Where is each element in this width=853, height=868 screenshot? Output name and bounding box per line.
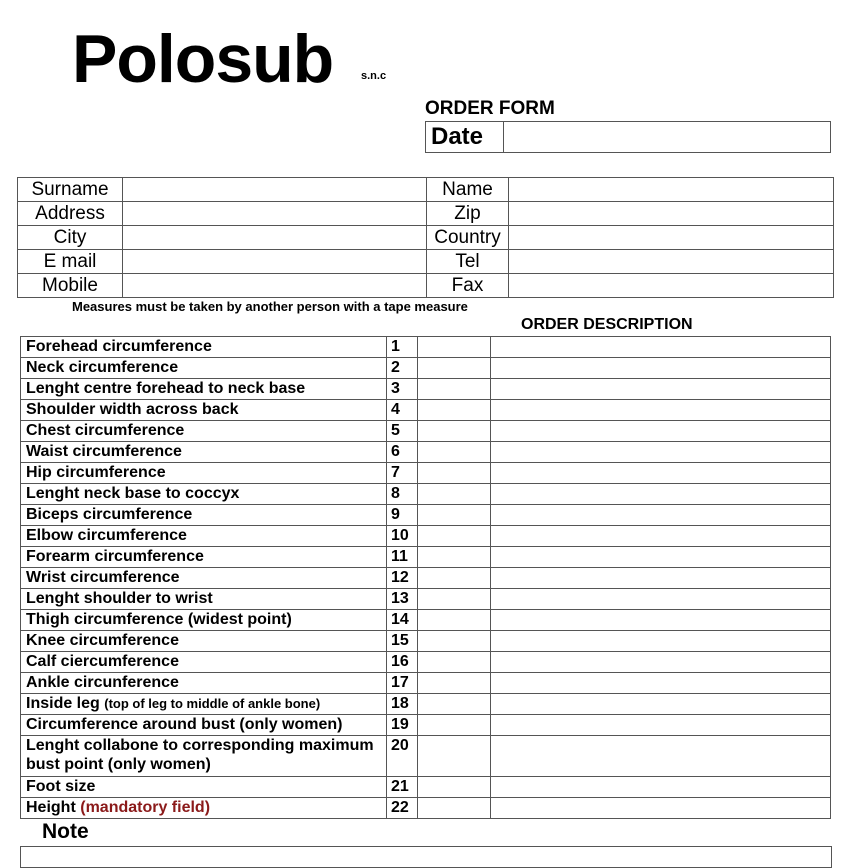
contact-table <box>17 177 834 298</box>
measure-value-field[interactable] <box>418 442 491 463</box>
measure-number: 18 <box>387 694 418 715</box>
measure-number: 20 <box>387 736 418 777</box>
order-description-field[interactable] <box>491 736 831 777</box>
measure-number: 9 <box>387 505 418 526</box>
surname-field[interactable] <box>123 178 427 202</box>
measure-number: 2 <box>387 358 418 379</box>
note-field[interactable] <box>20 846 832 868</box>
measure-label-text: Forehead circumference <box>26 338 212 355</box>
measure-number: 22 <box>387 798 418 819</box>
city-label: City <box>18 226 123 250</box>
measure-value-field[interactable] <box>418 568 491 589</box>
measure-label-text: Calf ciercumference <box>26 653 179 670</box>
measure-value-field[interactable] <box>418 673 491 694</box>
measure-row <box>21 337 831 358</box>
order-description-field[interactable] <box>491 484 831 505</box>
measure-number: 6 <box>387 442 418 463</box>
order-description-field[interactable] <box>491 442 831 463</box>
measure-value-field[interactable] <box>418 358 491 379</box>
measure-value-field[interactable] <box>418 421 491 442</box>
measure-label <box>21 610 387 631</box>
measure-label-text: Circumference around bust (only women) <box>26 716 343 733</box>
measure-label-text: Shoulder width across back <box>26 401 239 418</box>
order-description-field[interactable] <box>491 798 831 819</box>
measure-number: 5 <box>387 421 418 442</box>
measure-label-text: Lenght neck base to coccyx <box>26 485 240 502</box>
contact-row-mobile <box>18 274 834 298</box>
measure-number: 1 <box>387 337 418 358</box>
name-label: Name <box>427 178 509 202</box>
brand-logo: Polosub <box>72 21 334 97</box>
measure-label-text: Chest circumference <box>26 422 185 439</box>
measure-label <box>21 568 387 589</box>
measure-value-field[interactable] <box>418 400 491 421</box>
measure-number: 19 <box>387 715 418 736</box>
contact-row-city <box>18 226 834 250</box>
measure-label <box>21 484 387 505</box>
form-title: ORDER FORM <box>425 98 555 119</box>
order-description-field[interactable] <box>491 777 831 798</box>
measure-value-field[interactable] <box>418 694 491 715</box>
measure-value-field[interactable] <box>418 610 491 631</box>
order-description-field[interactable] <box>491 631 831 652</box>
measure-label-text: Lenght centre forehead to neck base <box>26 380 306 397</box>
measure-label-text: Biceps circumference <box>26 506 193 523</box>
order-description-field[interactable] <box>491 652 831 673</box>
contact-row-email <box>18 250 834 274</box>
measure-row <box>21 589 831 610</box>
measure-row <box>21 442 831 463</box>
measure-label-text: Neck circumference <box>26 359 179 376</box>
measure-label <box>21 715 387 736</box>
measure-number: 12 <box>387 568 418 589</box>
note-title: Note <box>42 820 89 843</box>
measure-number: 4 <box>387 400 418 421</box>
measure-row <box>21 400 831 421</box>
measure-label <box>21 673 387 694</box>
country-field[interactable] <box>509 226 834 250</box>
measure-label <box>21 777 387 798</box>
email-label: E mail <box>18 250 123 274</box>
measure-row <box>21 631 831 652</box>
measure-label-text: Waist circumference <box>26 443 182 460</box>
name-field[interactable] <box>509 178 834 202</box>
measure-label <box>21 400 387 421</box>
measure-label <box>21 694 387 715</box>
measure-value-field[interactable] <box>418 736 491 777</box>
measure-value-field[interactable] <box>418 484 491 505</box>
measure-value-field[interactable] <box>418 715 491 736</box>
order-description-field[interactable] <box>491 610 831 631</box>
measure-row <box>21 798 831 819</box>
measure-row <box>21 673 831 694</box>
measure-label <box>21 337 387 358</box>
measure-number: 7 <box>387 463 418 484</box>
measure-value-field[interactable] <box>418 379 491 400</box>
date-table <box>425 121 831 153</box>
measure-label <box>21 589 387 610</box>
address-label: Address <box>18 202 123 226</box>
measure-row <box>21 715 831 736</box>
order-description-field[interactable] <box>491 379 831 400</box>
measure-label-text: Lenght collabone to corresponding maximum bust point (only women) <box>26 737 374 773</box>
measure-label-text: Ankle circunference <box>26 674 179 691</box>
measure-value-field[interactable] <box>418 798 491 819</box>
measure-instructions: Measures must be taken by another person with a tape measure <box>72 299 468 314</box>
measure-value-field[interactable] <box>418 505 491 526</box>
measure-label <box>21 526 387 547</box>
measure-label <box>21 379 387 400</box>
order-description-field[interactable] <box>491 547 831 568</box>
measure-value-field[interactable] <box>418 777 491 798</box>
measure-label-text: Foot size <box>26 778 96 795</box>
order-description-field[interactable] <box>491 526 831 547</box>
measure-value-field[interactable] <box>418 589 491 610</box>
measure-number: 8 <box>387 484 418 505</box>
measure-label-text: Height <box>26 799 76 816</box>
measure-row <box>21 463 831 484</box>
measure-label <box>21 358 387 379</box>
measure-label <box>21 736 387 777</box>
measure-value-field[interactable] <box>418 337 491 358</box>
date-field[interactable] <box>504 122 831 153</box>
measure-label <box>21 463 387 484</box>
measure-label-text: Knee circumference <box>26 632 179 649</box>
measure-label <box>21 798 387 819</box>
measure-value-field[interactable] <box>418 526 491 547</box>
fax-label: Fax <box>427 274 509 298</box>
measure-label <box>21 652 387 673</box>
measure-label-text: Elbow circumference <box>26 527 187 544</box>
fax-field[interactable] <box>509 274 834 298</box>
measure-label-text: Thigh circumference (widest point) <box>26 611 292 628</box>
zip-label: Zip <box>427 202 509 226</box>
date-label: Date <box>426 122 504 153</box>
mobile-field[interactable] <box>123 274 427 298</box>
measure-number: 10 <box>387 526 418 547</box>
mobile-label: Mobile <box>18 274 123 298</box>
measurements-table <box>20 336 831 819</box>
order-description-field[interactable] <box>491 421 831 442</box>
order-description-field[interactable] <box>491 568 831 589</box>
measure-number: 16 <box>387 652 418 673</box>
measure-value-field[interactable] <box>418 652 491 673</box>
order-description-title: ORDER DESCRIPTION <box>521 316 693 333</box>
measure-number: 21 <box>387 777 418 798</box>
measure-value-field[interactable] <box>418 631 491 652</box>
order-description-field[interactable] <box>491 358 831 379</box>
measure-number: 17 <box>387 673 418 694</box>
measure-row <box>21 652 831 673</box>
measure-label-text: Hip circumference <box>26 464 166 481</box>
measure-number: 13 <box>387 589 418 610</box>
measure-label-text: Forearm circumference <box>26 548 204 565</box>
contact-row-address <box>18 202 834 226</box>
measure-row <box>21 421 831 442</box>
address-field[interactable] <box>123 202 427 226</box>
order-description-field[interactable] <box>491 505 831 526</box>
country-label: Country <box>427 226 509 250</box>
measure-label <box>21 421 387 442</box>
measure-row <box>21 736 831 777</box>
measure-row <box>21 484 831 505</box>
measure-row <box>21 379 831 400</box>
measure-number: 15 <box>387 631 418 652</box>
order-description-field[interactable] <box>491 463 831 484</box>
measure-row <box>21 526 831 547</box>
tel-label: Tel <box>427 250 509 274</box>
measure-value-field[interactable] <box>418 463 491 484</box>
mandatory-note: (mandatory field) <box>80 799 211 816</box>
measure-label <box>21 547 387 568</box>
order-description-field[interactable] <box>491 337 831 358</box>
measure-row <box>21 777 831 798</box>
measure-label <box>21 631 387 652</box>
measure-number: 11 <box>387 547 418 568</box>
measure-label <box>21 505 387 526</box>
order-description-field[interactable] <box>491 400 831 421</box>
measure-number: 3 <box>387 379 418 400</box>
measure-label-text: Inside leg <box>26 695 100 712</box>
order-description-field[interactable] <box>491 694 831 715</box>
tel-field[interactable] <box>509 250 834 274</box>
order-description-field[interactable] <box>491 589 831 610</box>
measure-label-text: Wrist circumference <box>26 569 180 586</box>
city-field[interactable] <box>123 226 427 250</box>
measure-row <box>21 610 831 631</box>
measure-row <box>21 505 831 526</box>
measure-row <box>21 694 831 715</box>
order-description-field[interactable] <box>491 673 831 694</box>
measure-label <box>21 442 387 463</box>
email-field[interactable] <box>123 250 427 274</box>
contact-row-surname <box>18 178 834 202</box>
measure-label-text: Lenght shoulder to wrist <box>26 590 213 607</box>
measure-label-note: (top of leg to middle of ankle bone) <box>104 696 321 711</box>
measure-row <box>21 547 831 568</box>
zip-field[interactable] <box>509 202 834 226</box>
measure-number: 14 <box>387 610 418 631</box>
measure-value-field[interactable] <box>418 547 491 568</box>
measure-row <box>21 568 831 589</box>
surname-label: Surname <box>18 178 123 202</box>
brand-suffix: s.n.c <box>361 70 387 82</box>
measure-row <box>21 358 831 379</box>
order-description-field[interactable] <box>491 715 831 736</box>
